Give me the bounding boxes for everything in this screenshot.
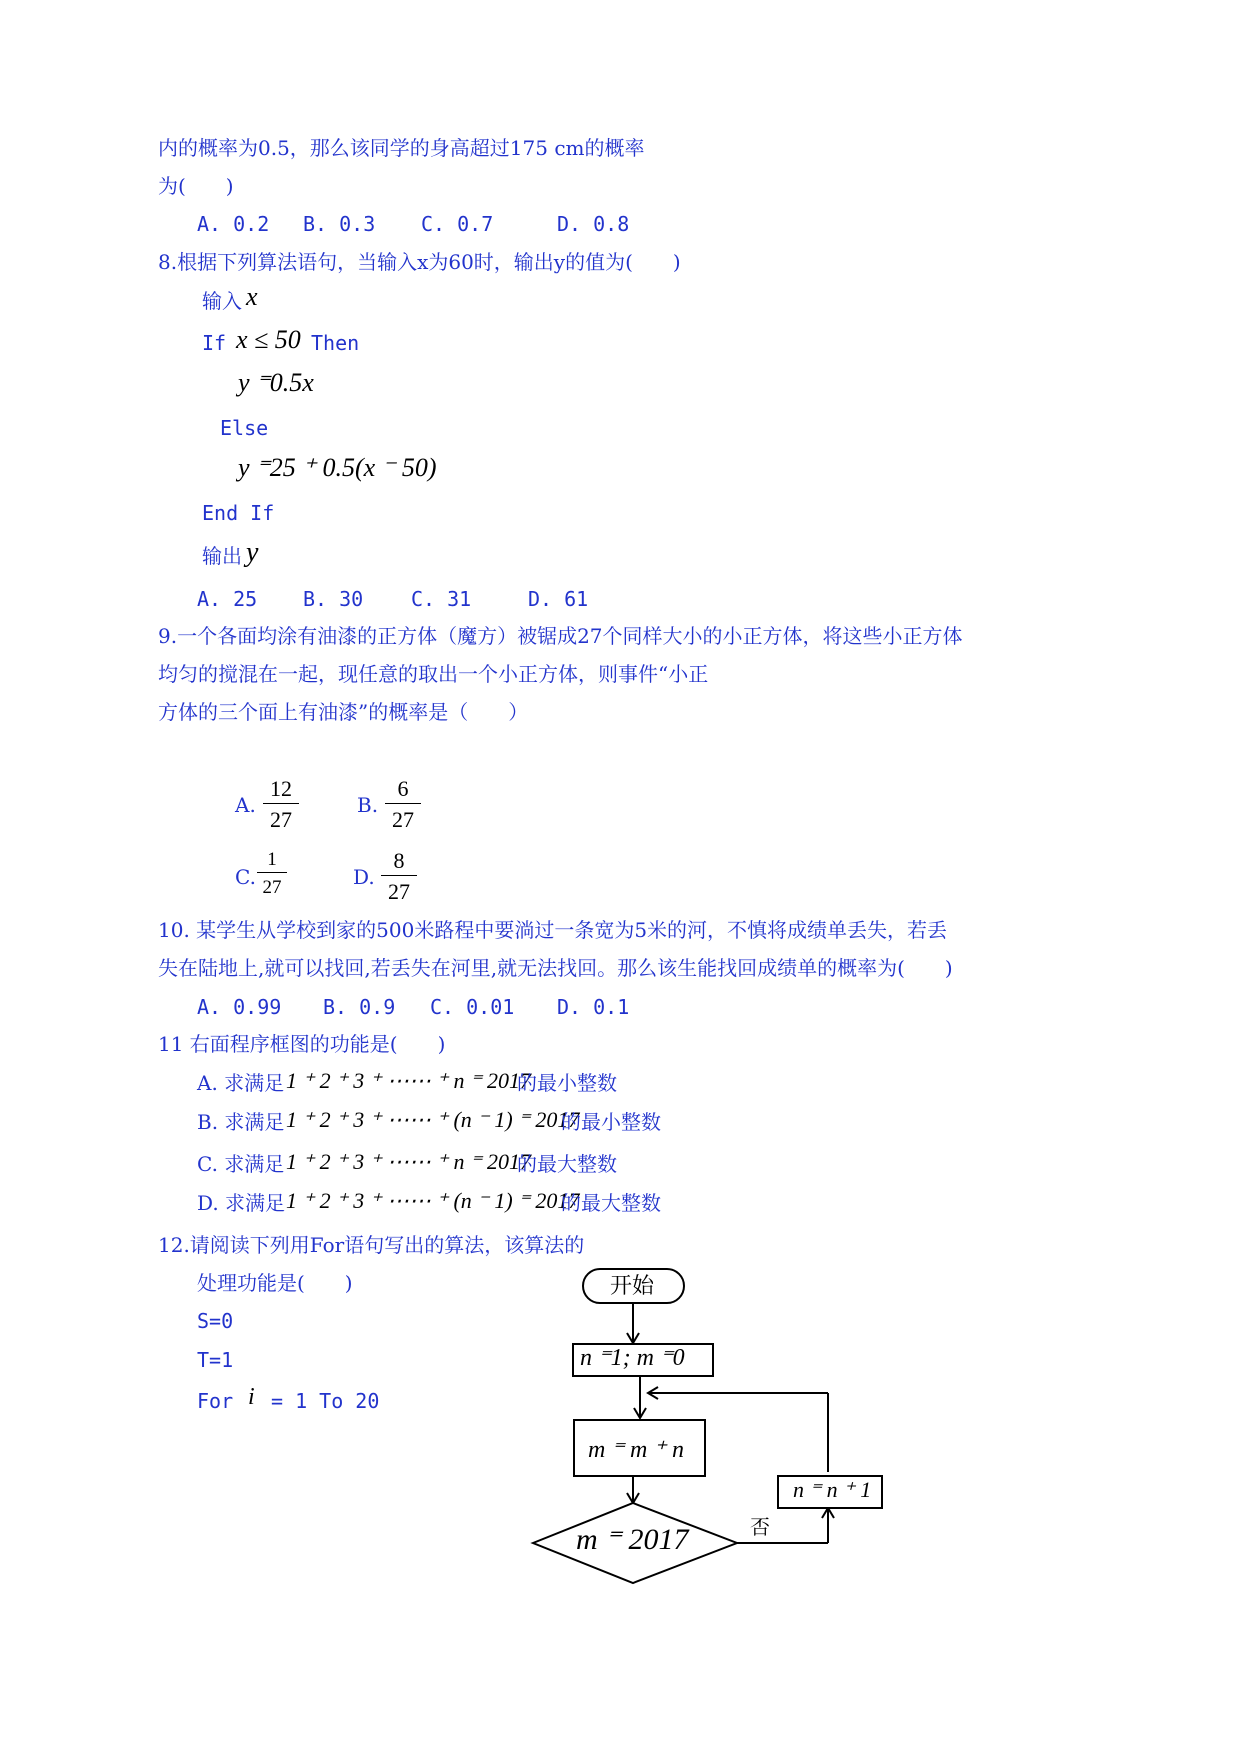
q7-option-c: C. 0.7: [421, 212, 494, 236]
q8-then-keyword: Then: [311, 331, 360, 355]
q12-stem: 12.请阅读下列用For语句写出的算法，该算法的: [158, 1233, 585, 1257]
q9-line3: 方体的三个面上有油漆”的概率是（ ）: [158, 700, 529, 724]
q10-line2: 失在陆地上,就可以找回,若丢失在河里,就无法找回。那么该生能找回成绩单的概率为( ): [158, 956, 953, 980]
flowchart-no-label: 否: [750, 1515, 770, 1539]
q8-if-condition: x ≤ 50: [236, 325, 301, 354]
q7-option-d: D. 0.8: [557, 212, 630, 236]
q11-option-b-suffix: 的最小整数: [561, 1110, 661, 1134]
q8-option-b: B. 30: [303, 587, 364, 611]
q8-assign1: y ⁼0.5x: [238, 368, 314, 397]
q10-option-d: D. 0.1: [557, 995, 630, 1019]
q7-option-b: B. 0.3: [303, 212, 376, 236]
q9-option-a-numerator: 12: [263, 778, 299, 804]
q8-assign2: y ⁼25 ⁺ 0.5(x ⁻ 50): [238, 453, 437, 482]
q12-line2: 处理功能是( ): [197, 1271, 353, 1295]
q9-option-d-numerator: 8: [381, 850, 417, 876]
q9-option-c-label: C.: [235, 865, 256, 889]
flowchart-init-label: n ⁼1; m ⁼0: [580, 1345, 685, 1371]
q12-for-keyword: For: [197, 1389, 234, 1413]
flowchart-start-label: 开始: [610, 1274, 655, 1299]
q8-option-d: D. 61: [528, 587, 589, 611]
q8-endif-keyword: End If: [202, 501, 275, 525]
q10-option-c: C. 0.01: [430, 995, 515, 1019]
q11-option-b-expr: 1 ⁺ 2 ⁺ 3 ⁺ ⋯⋯ ⁺ (n ⁻ 1) ⁼ 2017: [286, 1107, 580, 1132]
flowchart-update-n-label: n ⁼ n ⁺ 1: [793, 1477, 872, 1502]
q11-option-d-suffix: 的最大整数: [561, 1191, 661, 1215]
q9-option-b-label: B.: [357, 793, 379, 817]
q11-option-c-expr: 1 ⁺ 2 ⁺ 3 ⁺ ⋯⋯ ⁺ n ⁼ 2017: [286, 1149, 532, 1174]
q8-stem: 8.根据下列算法语句，当输入x为60时，输出y的值为( ): [158, 250, 681, 274]
flowchart-update-m-label: m ⁼ m ⁺ n: [588, 1437, 684, 1463]
q11-option-c-suffix: 的最大整数: [517, 1152, 617, 1176]
q8-input-label: 输入: [202, 289, 242, 313]
q9-option-c-numerator: 1: [257, 850, 287, 873]
q9-option-b-denominator: 27: [392, 807, 414, 832]
q12-code-s: S=0: [197, 1309, 234, 1333]
q9-option-c-denominator: 27: [262, 877, 282, 898]
q11-option-b-prefix: B. 求满足: [197, 1110, 285, 1134]
q12-for-range: = 1 To 20: [271, 1389, 380, 1413]
q7-line1: 内的概率为0.5，那么该同学的身高超过175 cm的概率: [158, 136, 645, 160]
q11-option-a-suffix: 的最小整数: [517, 1071, 617, 1095]
q8-if-keyword: If: [202, 331, 227, 355]
q12-code-t: T=1: [197, 1348, 234, 1372]
q8-input-var: x: [246, 282, 258, 311]
flowchart-condition-label: m ⁼ 2017: [576, 1523, 689, 1556]
q11-stem: 11 右面程序框图的功能是( ): [158, 1032, 446, 1056]
q8-output-var: y: [246, 537, 259, 568]
q11-option-a-expr: 1 ⁺ 2 ⁺ 3 ⁺ ⋯⋯ ⁺ n ⁼ 2017: [286, 1068, 532, 1093]
q10-option-b: B. 0.9: [323, 995, 396, 1019]
q11-option-d-expr: 1 ⁺ 2 ⁺ 3 ⁺ ⋯⋯ ⁺ (n ⁻ 1) ⁼ 2017: [286, 1188, 580, 1213]
q8-output-label: 输出: [202, 544, 242, 568]
q9-line2: 均匀的搅混在一起，现任意的取出一个小正方体，则事件“小正: [158, 662, 709, 686]
q8-option-c: C. 31: [411, 587, 472, 611]
q8-option-a: A. 25: [197, 587, 258, 611]
q11-option-c-prefix: C. 求满足: [197, 1152, 285, 1176]
q9-option-d-denominator: 27: [388, 879, 410, 904]
q9-option-a-denominator: 27: [270, 807, 292, 832]
q9-line1: 9.一个各面均涂有油漆的正方体（魔方）被锯成27个同样大小的小正方体，将这些小正方体: [158, 624, 963, 648]
q9-option-a-label: A.: [235, 793, 256, 817]
q9-option-d-label: D.: [353, 865, 375, 889]
q12-for-var: i: [248, 1384, 255, 1410]
q9-option-b-numerator: 6: [385, 778, 421, 804]
q7-option-a: A. 0.2: [197, 212, 270, 236]
q7-line2: 为( ): [158, 174, 234, 198]
q10-option-a: A. 0.99: [197, 995, 282, 1019]
q11-option-d-prefix: D. 求满足: [197, 1191, 286, 1215]
q10-line1: 10. 某学生从学校到家的500米路程中要淌过一条宽为5米的河，不慎将成绩单丢失，若丢: [158, 918, 948, 942]
q11-option-a-prefix: A. 求满足: [197, 1071, 285, 1095]
q8-else-keyword: Else: [220, 416, 269, 440]
